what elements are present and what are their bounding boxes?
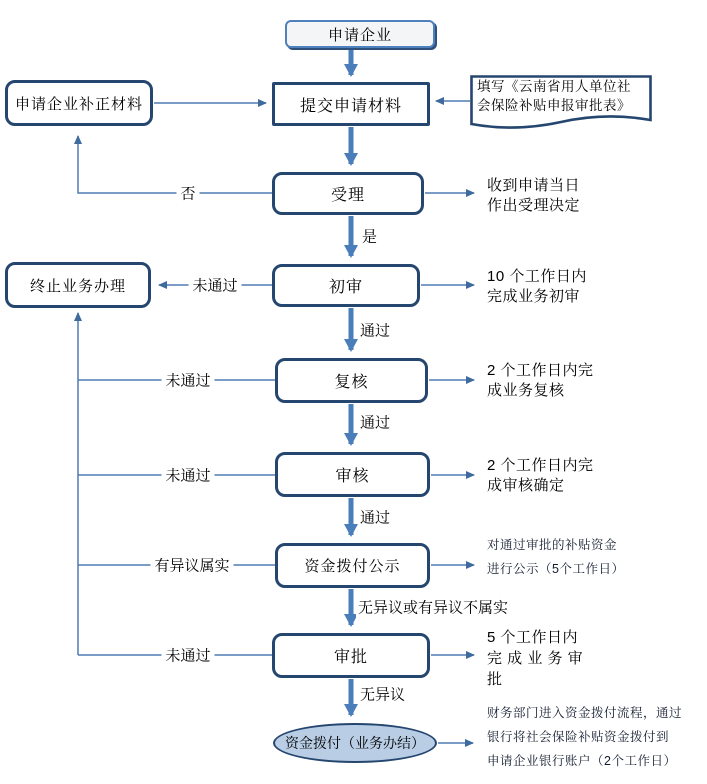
annotation-publicity: 对通过审批的补贴资金 进行公示（5个工作日） bbox=[487, 538, 625, 576]
edge-label-pass-initial: 通过 bbox=[358, 320, 392, 341]
node-correct-label: 申请企业补正材料 bbox=[14, 95, 143, 113]
node-initial-review bbox=[272, 264, 420, 307]
node-audit bbox=[275, 452, 430, 497]
node-submit-materials bbox=[272, 82, 430, 126]
node-end bbox=[273, 723, 437, 763]
node-start-label: 申请企业 bbox=[327, 26, 392, 44]
node-end-label: 资金拨付（业务办结） bbox=[285, 735, 425, 751]
node-terminate-label: 终止业务办理 bbox=[29, 277, 126, 295]
edge-label-pass-review: 通过 bbox=[358, 412, 392, 433]
annotation-review: 2 个工作日内完 成业务复核 bbox=[487, 362, 594, 399]
annotation-accept: 收到申请当日 作出受理决定 bbox=[487, 177, 581, 214]
node-audit-label: 审核 bbox=[335, 468, 370, 485]
edge-label-no-objection-long: 无异议或有异议不属实 bbox=[356, 597, 510, 618]
node-terminate bbox=[5, 262, 151, 308]
edge-label-no: 否 bbox=[176, 183, 199, 204]
node-submit-label: 提交申请材料 bbox=[299, 97, 402, 115]
node-accept bbox=[272, 172, 424, 215]
node-initial-label: 初审 bbox=[328, 279, 363, 296]
node-publicity-label: 资金拨付公示 bbox=[304, 558, 401, 575]
node-approval-label: 审批 bbox=[333, 649, 368, 666]
edge-label-fail-audit: 未通过 bbox=[161, 465, 214, 486]
edge-label-yes: 是 bbox=[360, 226, 379, 247]
arrow-accept-no-correct bbox=[78, 136, 272, 193]
annotation-end: 财务部门进入资金拨付流程，通过 银行将社会保险补贴资金拨付到 申请企业银行账户（2个工作日） bbox=[487, 706, 683, 768]
annotation-audit: 2 个工作日内完 成审核确定 bbox=[487, 457, 594, 494]
node-recheck bbox=[275, 358, 428, 403]
edge-label-no-objection: 无异议 bbox=[358, 684, 407, 705]
edge-label-fail-initial: 未通过 bbox=[188, 275, 241, 296]
edge-label-objection-valid: 有异议属实 bbox=[150, 555, 233, 576]
note-doc-form bbox=[470, 75, 652, 137]
node-start bbox=[285, 20, 435, 48]
edge-label-pass-audit: 通过 bbox=[358, 507, 392, 528]
edge-label-fail-review: 未通过 bbox=[161, 370, 214, 391]
annotation-initial: 10 个工作日内 完成业务初审 bbox=[487, 268, 587, 305]
node-accept-label: 受理 bbox=[330, 187, 365, 204]
annotation-approval: 5 个工作日内 完 成 业 务 审 批 bbox=[487, 629, 584, 688]
node-fund-publicity bbox=[275, 543, 430, 588]
node-review-label: 复核 bbox=[334, 374, 369, 391]
node-approval bbox=[272, 633, 430, 678]
node-correct-materials bbox=[5, 80, 153, 126]
doc-form-label: 填写《云南省用人单位社 会保险补贴申报审批表》 bbox=[477, 79, 631, 113]
edge-label-fail-approval: 未通过 bbox=[161, 645, 214, 666]
